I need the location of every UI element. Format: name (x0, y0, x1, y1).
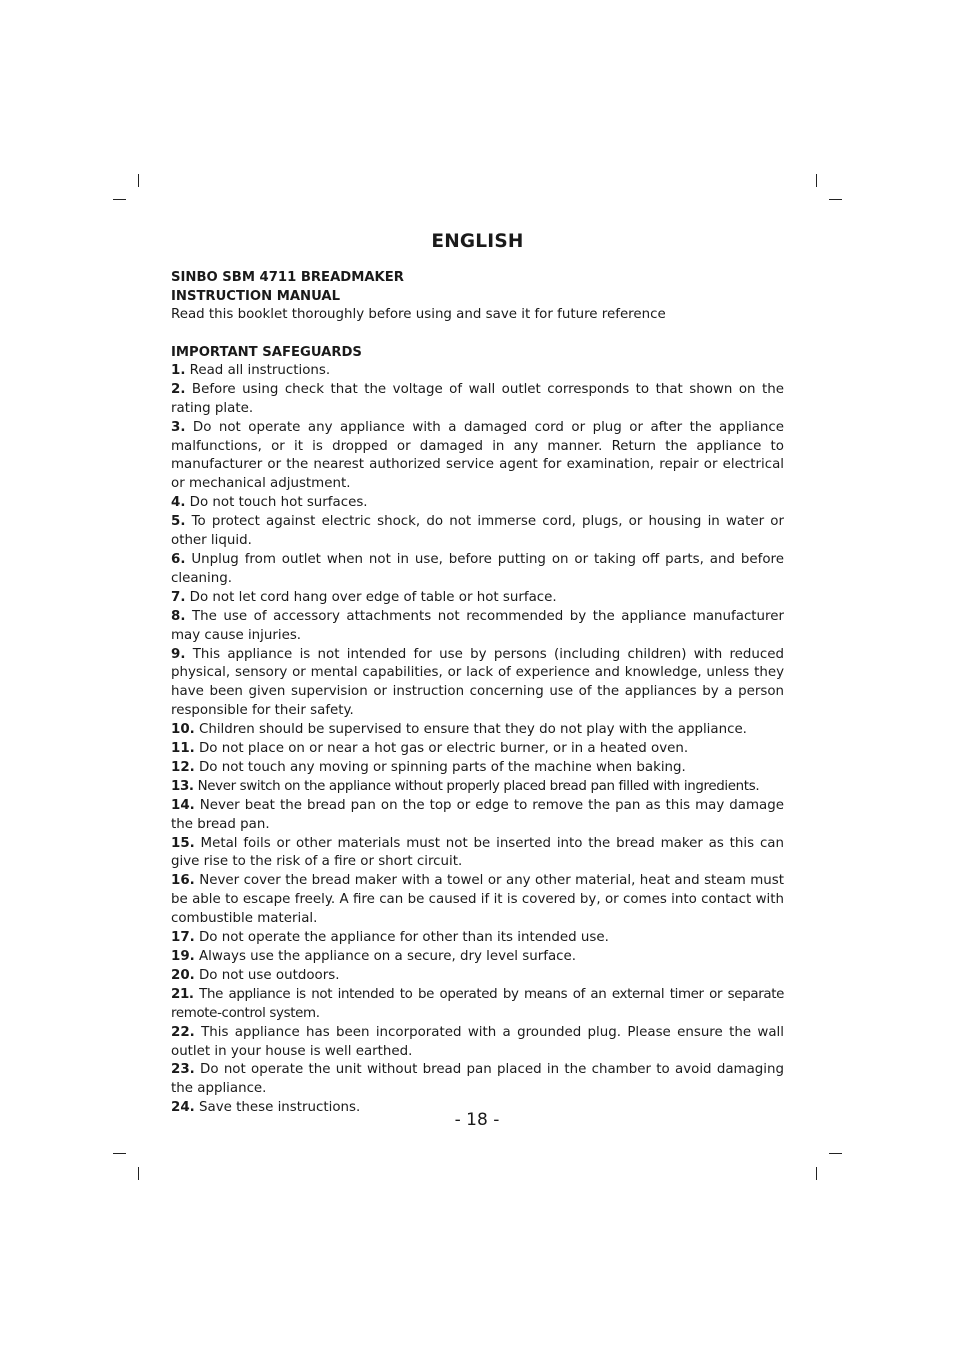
item-number: 19. (171, 949, 195, 964)
item-number: 15. (171, 835, 195, 851)
crop-mark-bottom-left-horizontal (113, 1153, 126, 1154)
item-number: 17. (171, 930, 195, 946)
list-item (171, 797, 784, 835)
item-number: 9. (171, 646, 186, 662)
item-text: Children should be supervised to ensure that they do not play with the appliance. (194, 722, 747, 738)
item-number: 11. (171, 741, 195, 757)
item-number: 21. (171, 986, 194, 1002)
list-item (171, 589, 784, 608)
item-number: 10. (171, 722, 195, 738)
page-content (171, 230, 784, 1118)
product-title: SINBO SBM 4711 BREADMAKER (171, 270, 404, 285)
item-number: 20. (171, 967, 195, 983)
list-item (171, 778, 784, 797)
list-item (171, 419, 784, 495)
item-text: Do not let cord hang over edge of table or hot surface. (185, 589, 557, 605)
item-number: 8. (171, 608, 186, 624)
item-number: 14. (171, 797, 195, 813)
item-text: Do not use outdoors. (194, 967, 340, 983)
list-item (171, 513, 784, 551)
item-number: 2. (171, 381, 186, 397)
item-number: 7. (171, 589, 186, 605)
item-text: Unplug from outlet when not in use, before putting on or taking off parts, and before cleaning. (171, 551, 784, 586)
crop-mark-top-left-horizontal (113, 199, 126, 200)
crop-mark-bottom-left-vertical (138, 1167, 139, 1180)
list-item (171, 646, 784, 722)
item-text: Save these instructions. (194, 1100, 361, 1116)
item-text: The use of accessory attachments not recommended by the appliance manufacturer may cause injuries. (171, 608, 784, 643)
list-item (171, 551, 784, 589)
item-number: 16. (171, 873, 195, 889)
item-text: Do not operate any appliance with a damaged cord or plug or after the appliance malfunctions, or it is dropped or damaged in any manner. Return the appliance to manufacturer or the nearest authorized service agent for examination, repair or electrical or mechanical adjustment. (171, 419, 784, 492)
list-item (171, 929, 784, 948)
item-number: 24. (171, 1100, 195, 1116)
item-number: 23. (171, 1062, 195, 1078)
crop-mark-bottom-right-vertical (816, 1167, 817, 1180)
page-number: - 18 - (454, 1110, 500, 1130)
list-item (171, 362, 784, 381)
list-item (171, 872, 784, 929)
item-text: Always use the appliance on a secure, dry level surface. (194, 949, 577, 964)
list-item (171, 494, 784, 513)
list-item (171, 967, 784, 986)
list-item (171, 1024, 784, 1062)
item-text: Read all instructions. (185, 362, 331, 378)
item-text: Never beat the bread pan on the top or edge to remove the pan as this may damage the bread pan. (171, 797, 784, 832)
item-number: 22. (171, 1024, 195, 1040)
intro-text: Read this booklet thoroughly before using and save it for future reference (171, 307, 666, 322)
item-text: Do not operate the appliance for other than its intended use. (194, 930, 609, 946)
list-item (171, 835, 784, 873)
item-text: Do not operate the unit without bread pan placed in the chamber to avoid damaging the appliance. (171, 1062, 784, 1097)
item-text: Never cover the bread maker with a towel or any other material, heat and steam must be able to escape freely. A fire can be caused if it is covered by, or comes into contact with combustible material. (171, 873, 784, 927)
crop-mark-top-right-horizontal (829, 199, 842, 200)
crop-mark-top-left-vertical (138, 174, 139, 187)
language-heading: ENGLISH (431, 231, 524, 252)
item-number: 3. (171, 419, 186, 435)
list-item (171, 608, 784, 646)
item-text: To protect against electric shock, do not immerse cord, plugs, or housing in water or other liquid. (171, 514, 784, 549)
list-item (171, 381, 784, 419)
item-text: Do not place on or near a hot gas or electric burner, or in a heated oven. (194, 741, 689, 757)
list-item (171, 1061, 784, 1099)
list-item (171, 740, 784, 759)
item-text: Never switch on the appliance without properly placed bread pan filled with ingredients. (193, 778, 760, 794)
item-text: Do not touch hot surfaces. (185, 495, 368, 511)
item-number: 1. (171, 362, 186, 378)
safeguards-list (171, 362, 784, 1118)
item-text: This appliance has been incorporated with a grounded plug. Please ensure the wall outlet in your house is well earthed. (171, 1024, 784, 1059)
item-number: 5. (171, 514, 186, 530)
crop-mark-bottom-right-horizontal (829, 1153, 842, 1154)
item-text: This appliance is not intended for use by persons (including children) with reduced physical, sensory or mental capabilities, or lack of experience and knowledge, unless they have been given supervision or instruction concerning use of the appliances by a person responsible for their safety. (171, 646, 784, 719)
safeguards-heading: IMPORTANT SAFEGUARDS (171, 344, 362, 360)
item-text: The appliance is not intended to be operated by means of an external timer or separate remote-control system. (171, 986, 784, 1021)
manual-title: INSTRUCTION MANUAL (171, 289, 340, 304)
item-number: 6. (171, 551, 186, 567)
item-number: 12. (171, 759, 195, 775)
list-item (171, 986, 784, 1024)
item-text: Metal foils or other materials must not be inserted into the bread maker as this can give rise to the risk of a fire or short circuit. (171, 835, 784, 870)
item-text: Before using check that the voltage of wall outlet corresponds to that shown on the rating plate. (171, 381, 784, 416)
list-item (171, 948, 784, 967)
item-text: Do not touch any moving or spinning parts of the machine when baking. (194, 759, 686, 775)
list-item (171, 759, 784, 778)
item-number: 4. (171, 495, 186, 511)
crop-mark-top-right-vertical (816, 174, 817, 187)
list-item (171, 721, 784, 740)
item-number: 13. (171, 778, 194, 794)
